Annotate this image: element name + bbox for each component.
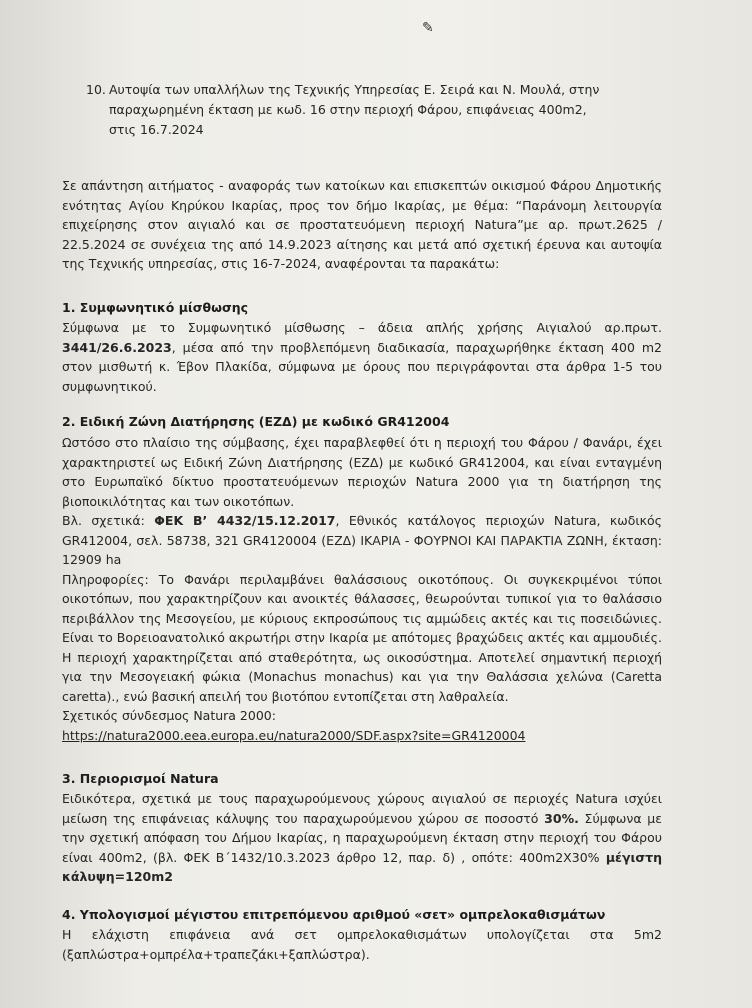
- s2-paragraph: Ωστόσο στο πλαίσιο της σύμβασης, έχει παραβλεφθεί ότι η περιοχή του Φάρου / Φανάρι, έχει χαρακτηριστεί ως Ειδική Ζώνη Διατήρησης (ΕΖΔ) με κωδικό GR412004, και είναι ενταγμένη στο Ευρωπαϊκό δίκτυο προστατευόμενων περιοχών Natura 2000 για τη διατήρηση της βιοποικιλότητας και των οικοτόπων.: [62, 435, 662, 509]
- section-3-heading: 3. Περιορισμοί Natura: [62, 771, 219, 786]
- section-2-body: [62, 433, 662, 745]
- section-1-heading: 1. Συμφωνητικό μίσθωσης: [62, 300, 248, 315]
- item-text: Αυτοψία των υπαλλήλων της Τεχνικής Υπηρεσίας Ε. Σειρά και Ν. Μουλά, στην παραχωρημένη έκταση με κωδ. 16 στην περιοχή Φάρου, επιφάνειας 400m2, στις 16.7.2024: [109, 82, 600, 137]
- natura-link[interactable]: https://natura2000.eea.europa.eu/natura2000/SDF.aspx?site=GR4120004: [62, 727, 526, 743]
- section-4-text: Η ελάχιστη επιφάνεια ανά σετ ομπρελοκαθισμάτων υπολογίζεται στα 5m2 (ξαπλώστρα+ομπρέλα+τραπεζάκι+ξαπλώστρα).: [62, 927, 662, 962]
- section-1-text: [62, 318, 662, 396]
- section-4-heading: 4. Υπολογισμοί μέγιστου επιτρεπόμενου αριθμού «σετ» ομπρελοκαθισμάτων: [62, 907, 606, 922]
- s1-protocol-number: 3441/26.6.2023: [62, 339, 172, 355]
- ref-prefix: Βλ. σχετικά:: [62, 513, 155, 528]
- s3-text-b: Σύμφωνα με την σχετική απόφαση του Δήμου Ικαρίας, η παραχωρούμενη έκταση στην περιοχή του Φάρου είναι 400m2, (βλ. ΦΕΚ Β΄1432/10.3.2023 άρθρο 12, παρ. δ) , οπότε: 400m2Χ30%: [62, 810, 662, 865]
- s1-text-a: Σύμφωνα με το Συμφωνητικό μίσθωσης – άδεια απλής χρήσης Αιγιαλού αρ.πρωτ.: [62, 320, 662, 335]
- s3-max-coverage: μέγιστη κάλυψη=120m2: [62, 849, 662, 884]
- pen-mark: ✎: [422, 20, 434, 36]
- s1-text-b: , μέσα από την προβλεπόμενη διαδικασία, παραχωρήθηκε έκταση 400 m2 στον μισθωτή κ. Έβον Πλακίδα, σύμφωνα με όρους που περιγράφονται στα άρθρα 1-5 του συμφωνητικού.: [62, 339, 662, 394]
- section-3-text: [62, 789, 662, 887]
- s3-percent: 30%.: [544, 810, 579, 826]
- item-number: 10.: [86, 82, 106, 97]
- s2-reference: [62, 511, 662, 570]
- ref-fek: ΦΕΚ Β’ 4432/15.12.2017: [154, 513, 336, 528]
- s2-info: Πληροφορίες: Το Φανάρι περιλαμβάνει θαλάσσιους οικοτόπους. Οι συγκεκριμένοι τύποι οικοτόπων, που χαρακτηρίζουν και ανοικτές θάλασσες, θεωρούνται τυπικοί για το θαλάσσιο περιβάλλον της Μεσογείου, με κύριους εκπροσώπους τις αμμώδεις ακτές και τις ποσειδώνιες. Είναι το Βορειοανατολικό ακρωτήρι στην Ικαρία με απότομες βραχώδεις ακτές και αμμουδιές. Η περιοχή χαρακτηρίζεται από σταθερότητα, ως οικοσύστημα. Αποτελεί σημαντική περιοχή για την Μεσογειακή φώκια (Monachus monachus) και για την Θαλάσσια χελώνα (Caretta caretta)., ενώ βασική απειλή του βιοτόπου εντοπίζεται στη λαθραλεία.: [62, 571, 662, 704]
- s2-link-label: Σχετικός σύνδεσμος Natura 2000:: [62, 708, 276, 723]
- intro-paragraph: Σε απάντηση αιτήματος - αναφοράς των κατοίκων και επισκεπτών οικισμού Φάρου Δημοτικής ενότητας Αγίου Κηρύκου Ικαρίας, προς τον δήμο Ικαρίας, με θέμα: “Παράνομη λειτουργία επιχείρησης στον αιγιαλό και σε προστατευόμενη περιοχή Natura”με αρ. πρωτ.2625 / 22.5.2024 σε συνέχεια της από 14.9.2023 αίτησης και μετά από σχετική έρευνα και αυτοψία της Τεχνικής υπηρεσίας, στις 16-7-2024, αναφέρονται τα παρακάτω:: [62, 178, 662, 271]
- section-2-heading: 2. Ειδική Ζώνη Διατήρησης (ΕΖΔ) με κωδικό GR412004: [62, 414, 450, 429]
- list-item-10: [86, 80, 606, 140]
- ref-rest: , Εθνικός κατάλογος περιοχών Natura, κωδικός GR412004, σελ. 58738, 321 GR4120004 (ΕΖΔ) ΙΚΑΡΙΑ - ΦΟΥΡΝΟΙ ΚΑΙ ΠΑΡΑΚΤΙΑ ΖΩΝΗ, έκταση: 12909 ha: [62, 513, 662, 567]
- s3-text-a: Ειδικότερα, σχετικά με τους παραχωρούμενους χώρους αιγιαλού σε περιοχές Natura ισχύει μείωση της επιφάνειας κάλυψης του παραχωρούμενου χώρου σε ποσοστό: [62, 791, 662, 826]
